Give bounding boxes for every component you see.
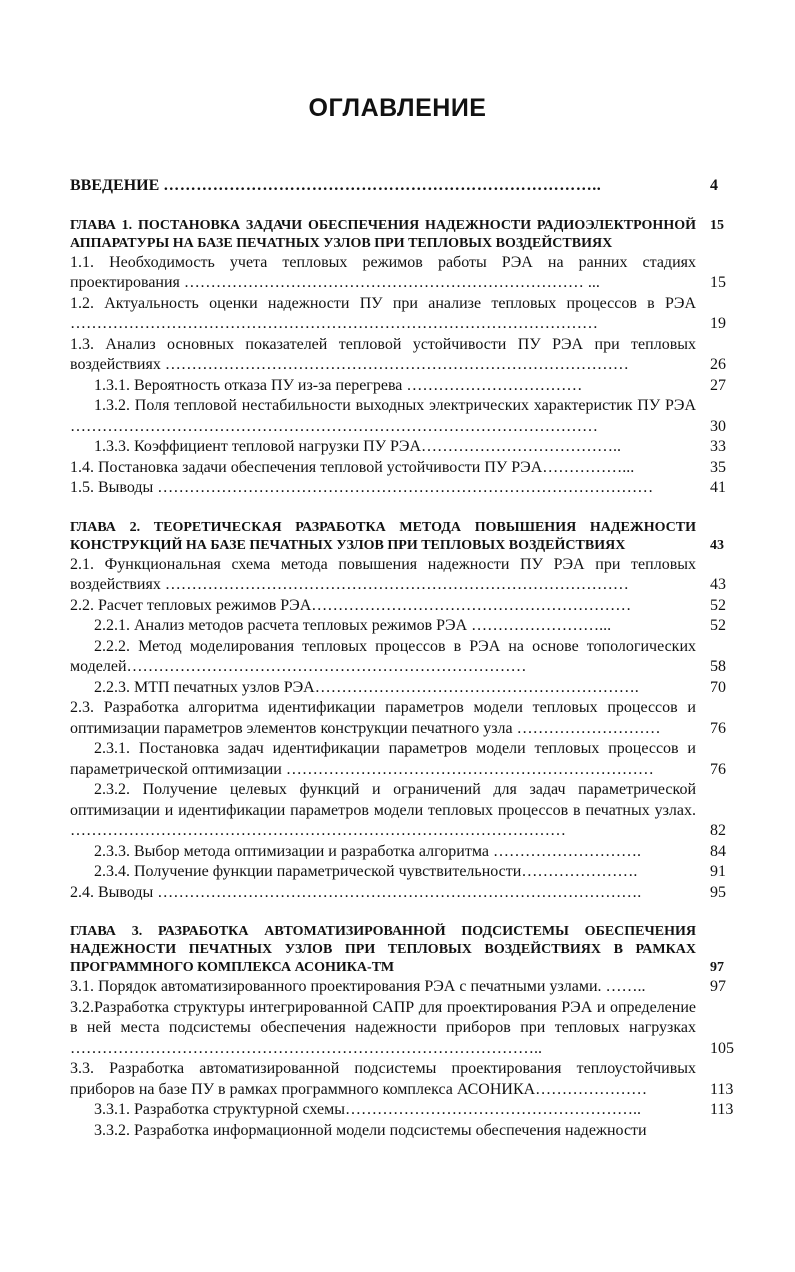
toc-entry-1-4[interactable] xyxy=(70,458,740,479)
entry-text: 3.3. Разработка автоматизированной подсистемы проектирования теплоустойчивых приборов на базе ПУ в рамках программного комплекса АСОНИКА………………… xyxy=(70,1060,696,1098)
entry-text: 2.2.1. Анализ методов расчета тепловых режимов РЭА ……………………... xyxy=(94,617,612,634)
entry-page: 43 xyxy=(710,576,726,593)
toc-entry-3-3-2[interactable] xyxy=(70,1121,740,1142)
entry-text: 3.3.1. Разработка структурной схемы……………………………………………….. xyxy=(94,1101,641,1118)
entry-page: 91 xyxy=(710,863,726,880)
chapter-2-page: 43 xyxy=(710,537,724,553)
toc-entry-1-3-3[interactable] xyxy=(70,437,740,458)
entry-page: 35 xyxy=(710,458,726,476)
toc-entry-3-2[interactable] xyxy=(70,998,740,1060)
toc-entry-2-2-3[interactable] xyxy=(70,678,740,699)
toc-entry-2-3-1[interactable] xyxy=(70,739,740,780)
chapter-1-heading[interactable] xyxy=(70,217,740,253)
chapter-3-heading[interactable] xyxy=(70,923,740,977)
entry-text: 2.1. Функциональная схема метода повышения надежности ПУ РЭА при тепловых воздействиях …………………………………………………………………………… xyxy=(70,555,696,593)
entry-text: 1.1. Необходимость учета тепловых режимов работы РЭА на ранних стадиях проектирования ………………………………………………………………… ... xyxy=(70,253,696,291)
entry-page: 33 xyxy=(710,438,726,455)
chapter-1-title: ГЛАВА 1. ПОСТАНОВКА ЗАДАЧИ ОБЕСПЕЧЕНИЯ НАДЕЖНОСТИ РАДИОЭЛЕКТРОННОЙ АППАРАТУРЫ НА БАЗЕ ПЕЧАТНЫХ УЗЛОВ ПРИ ТЕПЛОВЫХ ВОЗДЕЙСТВИЯХ xyxy=(70,217,696,251)
entry-page: 82 xyxy=(710,822,726,839)
entry-text: 2.2.2. Метод моделирования тепловых процессов в РЭА на основе топологических моделей………………………………………………………………… xyxy=(70,637,696,675)
entry-page: 95 xyxy=(710,883,726,901)
entry-page: 52 xyxy=(710,596,726,614)
page-title: ОГЛАВЛЕНИЕ xyxy=(308,94,487,122)
entry-page: 30 xyxy=(710,417,726,435)
toc-entry-2-2-2[interactable] xyxy=(70,637,740,678)
entry-page: 70 xyxy=(710,678,726,696)
entry-page: 113 xyxy=(710,1101,734,1118)
entry-text: 3.3.2. Разработка информационной модели подсистемы обеспечения надежности xyxy=(94,1121,647,1139)
toc-entry-1-1[interactable] xyxy=(70,253,740,294)
toc-entry-2-3-2[interactable] xyxy=(70,780,740,842)
entry-page: 26 xyxy=(710,356,726,373)
toc-entry-2-3-4[interactable] xyxy=(70,862,740,883)
entry-page: 58 xyxy=(710,658,726,675)
toc-entry-3-1[interactable] xyxy=(70,977,740,998)
toc-entry-1-5[interactable] xyxy=(70,478,740,499)
entry-page: 97 xyxy=(710,978,726,995)
entry-page: 113 xyxy=(710,1080,734,1098)
toc-entry-2-3[interactable] xyxy=(70,698,740,739)
entry-text: 1.2. Актуальность оценки надежности ПУ при анализе тепловых процессов в РЭА ……………………………………………………………………………………… xyxy=(70,294,696,332)
entry-page: 52 xyxy=(710,617,726,634)
entry-page: 105 xyxy=(710,1039,734,1057)
intro-title: ВВЕДЕНИЕ xyxy=(70,177,160,194)
chapter-3-title: ГЛАВА 3. РАЗРАБОТКА АВТОМАТИЗИРОВАННОЙ ПОДСИСТЕМЫ ОБЕСПЕЧЕНИЯ НАДЕЖНОСТИ ПЕЧАТНЫХ УЗЛОВ ПРИ ТЕПЛОВЫХ ВОЗДЕЙСТВИЯХ В РАМКАХ ПРОГРАММНОГО КОМПЛЕКСА АСОНИКА-ТМ xyxy=(70,924,696,975)
entry-text: 3.1. Порядок автоматизированного проектирования РЭА с печатными узлами. …….. xyxy=(70,978,646,995)
toc-entry-intro[interactable] xyxy=(70,176,740,197)
toc-entry-2-3-3[interactable] xyxy=(70,842,740,863)
intro-page: 4 xyxy=(710,177,718,194)
entry-text: 2.3. Разработка алгоритма идентификации параметров модели тепловых процессов и оптимизации параметров элементов конструкции печатного узла ……………………… xyxy=(70,699,696,737)
entry-text: 2.2. Расчет тепловых режимов РЭА…………………………………………………… xyxy=(70,596,632,614)
entry-text: 2.3.2. Получение целевых функций и ограничений для задач параметрической оптимизации и идентификации параметров модели тепловых процессов в печатных узлах. ………………………………………………………………………………… xyxy=(70,781,696,839)
toc-entry-1-3-1[interactable] xyxy=(70,376,740,397)
intro-leader: …………………………………………………………………….. xyxy=(163,177,602,194)
toc-entry-1-2[interactable] xyxy=(70,294,740,335)
entry-page: 15 xyxy=(710,274,726,291)
entry-text: 1.3. Анализ основных показателей тепловой устойчивости ПУ РЭА при тепловых воздействиях …………………………………………………………………………… xyxy=(70,335,696,373)
toc-entry-2-2-1[interactable] xyxy=(70,616,740,637)
chapter-2-heading[interactable] xyxy=(70,519,740,555)
entry-text: 3.2.Разработка структуры интегрированной САПР для проектирования РЭА и определение в ней места подсистемы обеспечения надежности приборов при тепловых нагрузках …………………………………………………………………………….. xyxy=(70,998,696,1057)
entry-text: 1.4. Постановка задачи обеспечения тепловой устойчивости ПУ РЭА……………... xyxy=(70,458,635,476)
entry-text: 2.3.1. Постановка задач идентификации параметров модели тепловых процессов и параметрической оптимизации …………………………………………………………… xyxy=(70,740,696,778)
entry-page: 19 xyxy=(710,315,726,332)
toc-entry-1-3[interactable] xyxy=(70,335,740,376)
entry-text: 1.3.2. Поля тепловой нестабильности выходных электрических характеристик ПУ РЭА ……………………………………………………………………………………… xyxy=(70,397,696,435)
toc-entry-2-4[interactable] xyxy=(70,883,740,904)
entry-page: 27 xyxy=(710,376,726,394)
entry-text: 2.3.4. Получение функции параметрической чувствительности…………………. xyxy=(94,863,638,880)
chapter-1-page: 15 xyxy=(710,217,724,233)
entry-text: 1.5. Выводы ………………………………………………………………………………… xyxy=(70,479,654,496)
entry-page: 84 xyxy=(710,842,726,860)
chapter-2-title: ГЛАВА 2. ТЕОРЕТИЧЕСКАЯ РАЗРАБОТКА МЕТОДА ПОВЫШЕНИЯ НАДЕЖНОСТИ КОНСТРУКЦИЙ НА БАЗЕ ПЕЧАТНЫХ УЗЛОВ ПРИ ТЕПЛОВЫХ ВОЗДЕЙСТВИЯХ xyxy=(70,519,696,553)
entry-page: 41 xyxy=(710,479,726,496)
entry-page: 76 xyxy=(710,760,726,778)
entry-text: 1.3.1. Вероятность отказа ПУ из-за перегрева …………………………… xyxy=(94,376,583,394)
toc-entry-2-2[interactable] xyxy=(70,596,740,617)
toc-entry-3-3[interactable] xyxy=(70,1059,740,1100)
toc-entry-1-3-2[interactable] xyxy=(70,396,740,437)
toc-entry-2-1[interactable] xyxy=(70,555,740,596)
table-of-contents xyxy=(70,176,740,1141)
toc-entry-3-3-1[interactable] xyxy=(70,1100,740,1121)
entry-page: 76 xyxy=(710,719,726,737)
chapter-3-page: 97 xyxy=(710,960,724,975)
entry-text: 1.3.3. Коэффициент тепловой нагрузки ПУ РЭА……………………………….. xyxy=(94,438,622,455)
entry-text: 2.2.3. МТП печатных узлов РЭА……………………………………………………. xyxy=(94,678,639,696)
entry-text: 2.3.3. Выбор метода оптимизации и разработка алгоритма ………………………. xyxy=(94,842,641,860)
entry-text: 2.4. Выводы ………………………………………………………………………………. xyxy=(70,883,642,901)
